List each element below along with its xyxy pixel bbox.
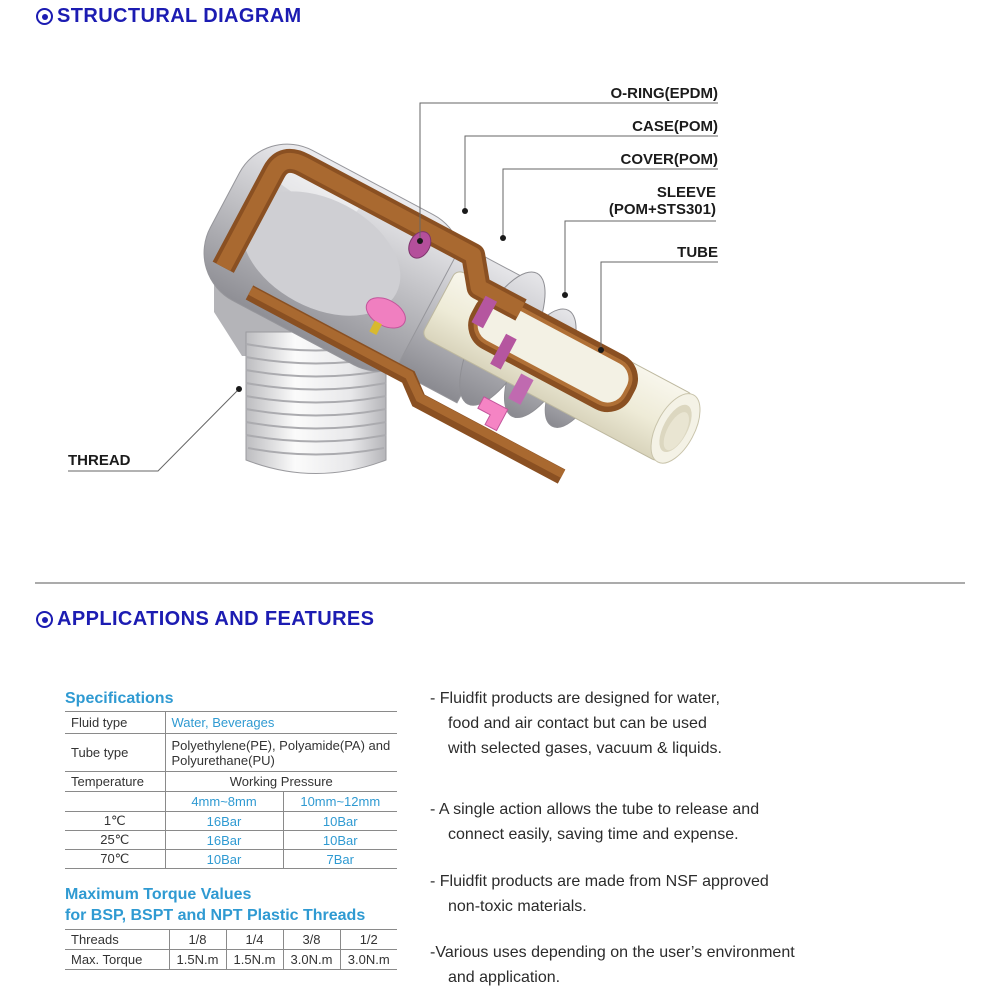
sleeve-anchor-dot [562, 292, 568, 298]
table-row [65, 712, 397, 734]
table-row [65, 772, 397, 792]
max-torque-label: Max. Torque [65, 950, 169, 970]
feature-item-1 [430, 686, 915, 761]
fluid-type-label: Fluid type [65, 712, 165, 734]
thread-size: 1/4 [226, 930, 283, 950]
pressure-cell: 16Bar [165, 831, 283, 850]
table-row [65, 831, 397, 850]
applications-title [36, 608, 374, 631]
cover-anchor-dot [500, 235, 506, 241]
table-row [65, 950, 397, 970]
feature-line: - Fluidfit products are made from NSF approved [430, 873, 769, 890]
torque-value: 3.0N.m [340, 950, 397, 970]
table-row [65, 792, 397, 812]
torque-heading-line2: for BSP, BSPT and NPT Plastic Threads [65, 907, 366, 924]
pressure-cell: 10Bar [283, 812, 397, 831]
pressure-cell: 7Bar [283, 850, 397, 869]
feature-line: food and air contact but can be used [448, 715, 707, 732]
thread-size: 1/8 [169, 930, 226, 950]
tube-type-value: Polyethylene(PE), Polyamide(PA) and Polyurethane(PU) [165, 734, 397, 772]
torque-table [65, 929, 397, 970]
temp-cell: 25℃ [65, 831, 165, 850]
feature-item-3 [430, 869, 915, 919]
tube-type-label: Tube type [65, 734, 165, 772]
feature-line: and application. [448, 969, 561, 986]
feature-line: - A single action allows the tube to release and [430, 801, 760, 818]
specifications-table [65, 711, 397, 869]
torque-heading-line1: Maximum Torque Values [65, 886, 252, 903]
feature-line: - Fluidfit products are designed for water, [430, 690, 720, 707]
feature-line: -Various uses depending on the user’s environment [430, 944, 795, 961]
label-case: CASE(POM) [632, 118, 718, 135]
label-o-ring: O-RING(EPDM) [610, 85, 718, 102]
size-col-large: 10mm~12mm [283, 792, 397, 812]
empty-cell [65, 792, 165, 812]
torque-value: 1.5N.m [169, 950, 226, 970]
table-row [65, 930, 397, 950]
torque-value: 3.0N.m [283, 950, 340, 970]
applications-title-text: APPLICATIONS AND FEATURES [57, 608, 375, 630]
feature-item-4 [430, 940, 915, 990]
label-sleeve-line1: SLEEVE [656, 184, 716, 201]
temperature-label: Temperature [65, 772, 165, 792]
temp-cell: 1℃ [65, 812, 165, 831]
label-thread: THREAD [68, 452, 131, 469]
temp-cell: 70℃ [65, 850, 165, 869]
pressure-cell: 10Bar [283, 831, 397, 850]
torque-heading [65, 884, 365, 926]
feature-line: connect easily, saving time and expense. [448, 826, 739, 843]
feature-line: non-toxic materials. [448, 898, 587, 915]
pressure-cell: 10Bar [165, 850, 283, 869]
torque-value: 1.5N.m [226, 950, 283, 970]
pressure-cell: 16Bar [165, 812, 283, 831]
label-sleeve-line2: (POM+STS301) [608, 201, 716, 218]
thread-size: 3/8 [283, 930, 340, 950]
tube-anchor-dot [598, 347, 604, 353]
feature-line: with selected gases, vacuum & liquids. [448, 740, 722, 757]
specifications-heading: Specifications [65, 690, 174, 707]
label-tube: TUBE [677, 244, 718, 261]
table-row [65, 734, 397, 772]
feature-item-2 [430, 797, 915, 847]
tube-leader [601, 262, 718, 350]
thread-size: 1/2 [340, 930, 397, 950]
table-row [65, 812, 397, 831]
fluid-type-value: Water, Beverages [165, 712, 397, 734]
structural-diagram-title-text: STRUCTURAL DIAGRAM [57, 5, 302, 27]
size-col-small: 4mm~8mm [165, 792, 283, 812]
threads-label: Threads [65, 930, 169, 950]
thread-anchor-dot [236, 386, 242, 392]
table-row [65, 850, 397, 869]
section-divider [35, 582, 965, 584]
bullseye-icon [36, 611, 53, 628]
label-cover: COVER(POM) [620, 151, 718, 168]
working-pressure-label: Working Pressure [165, 772, 397, 792]
